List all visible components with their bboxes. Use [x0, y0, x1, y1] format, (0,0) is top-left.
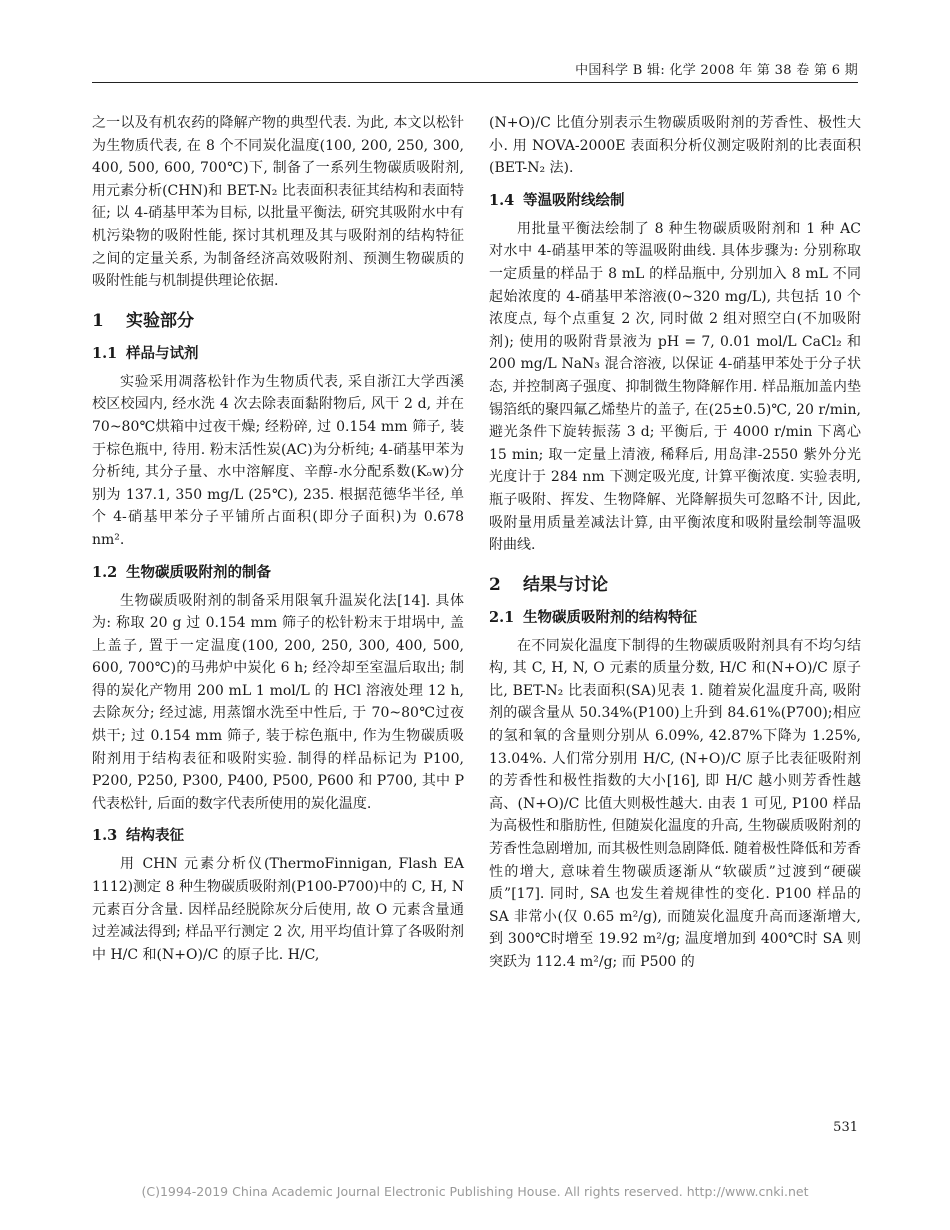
paragraph-1-2: 生物碳质吸附剂的制备采用限氧升温炭化法[14]. 具体为: 称取 20 g 过 0.154 mm 筛子的松针粉末于坩埚中, 盖上盖子, 置于一定温度(100, 200, 250, 300, 400, 500, 600, 700℃)的马弗炉中炭化 6 h; 经冷却至室温后取出; 制得的炭化产物用 200 mL 1 mol/L 的 HCl 溶液处理 12 h, 去除灰分; 经过滤, 用蒸馏水洗至中性后, 于 70~80℃过夜烘干; 过 0.154 mm 筛子, 装于棕色瓶中, 作为生物碳质吸附剂用于结构表征和吸附实验. 制得的样品标记为 P100, P200, P250, P300, P400, P500, P600 和 P700, 其中 P 代表松针, 后面的数字代表所使用的炭化温度. [92, 592, 464, 812]
section-title: 实验部分 [126, 310, 194, 331]
subsection-number: 1.2 [92, 563, 118, 581]
subsection-1-4-heading [489, 190, 861, 212]
section-number: 1 [92, 310, 104, 331]
paragraph-1-3: 用 CHN 元素分析仪(ThermoFinnigan, Flash EA 1112)测定 8 种生物碳质吸附剂(P100-P700)中的 C, H, N 元素百分含量. 因样品经脱除灰分后使用, 故 O 元素含量通过差减法得到; 样品平行测定 2 次, 用平均值计算了各吸附剂中 H/C 和(N+O)/C 的原子比. H/C, [92, 856, 464, 963]
right-column [489, 112, 861, 974]
subsection-1-1-heading [92, 343, 464, 365]
paragraph-1-3-continued: (N+O)/C 比值分别表示生物碳质吸附剂的芳香性、极性大小. 用 NOVA-2000E 表面积分析仪测定吸附剂的比表面积(BET-N₂ 法). [489, 115, 861, 177]
paragraph-2-1: 在不同炭化温度下制得的生物碳质吸附剂具有不均匀结构, 其 C, H, N, O 元素的质量分数, H/C 和(N+O)/C 原子比, BET-N₂ 比表面积(SA)见表 1. 随着炭化温度升高, 吸附剂的碳含量从 50.34%(P100)上升到 84.61%(P700);相应的氢和氧的含量则分别从 6.09%, 42.87%下降为 1.25%, 13.04%. 人们常分别用 H/C, (N+O)/C 原子比表征吸附剂的芳香性和极性指数的大小[16], 即 H/C 越小则芳香性越高、(N+O)/C 比值大则极性越大. 由表 1 可见, P100 样品为高极性和脂肪性, 但随炭化温度的升高, 生物碳质吸附剂的芳香性急剧增加, 而其极性则急剧降低. 随着极性降低和芳香性的增大, 意味着生物碳质逐渐从“软碳质”过渡到“硬碳质”[17]. 同时, SA 也发生着规律性的变化. P100 样品的 SA 非常小(仅 0.65 m²/g), 而随炭化温度升高而逐渐增大, 到 300℃时增至 19.92 m²/g; 温度增加到 400℃时 SA 则突跃为 112.4 m²/g; 而 P500 的 [489, 637, 861, 970]
section-title: 结果与讨论 [523, 574, 608, 595]
paragraph-1-4: 用批量平衡法绘制了 8 种生物碳质吸附剂和 1 种 AC 对水中 4-硝基甲苯的等温吸附曲线. 具体步骤为: 分别称取一定质量的样品于 8 mL 的样品瓶中, 分别加入 8 mL 不同起始浓度的 4-硝基甲苯溶液(0~320 mg/L), 共包括 10 个浓度点, 每个点重复 2 次, 同时做 2 组对照空白(不加吸附剂); 使用的吸附背景液为 pH = 7, 0.01 mol/L CaCl₂ 和 200 mg/L NaN₃ 混合溶液, 以保证 4-硝基甲苯处于分子状态, 并控制离子强度、抑制微生物降解作用. 样品瓶加盖内垫锡箔纸的聚四氟乙烯垫片的盖子, 在(25±0.5)℃, 20 r/min, 避光条件下旋转振荡 3 d; 平衡后, 于 4000 r/min 下离心 15 min; 取一定量上清液, 稀释后, 用岛津-2550 紫外分光光度计于 284 nm 下测定吸光度, 计算平衡浓度. 实验表明, 瓶子吸附、挥发、生物降解、光降解损失可忽略不计, 因此, 吸附量用质量差减法计算, 由平衡浓度和吸附量绘制等温吸附曲线. [489, 220, 861, 554]
subsection-number: 1.4 [489, 191, 515, 209]
left-column [92, 112, 464, 966]
running-header: 中国科学 B 辑: 化学 2008 年 第 38 卷 第 6 期 [92, 60, 858, 83]
copyright-footer: (C)1994-2019 China Academic Journal Electronic Publishing House. All rights reserved. http://www.cnki.net [141, 1184, 809, 1199]
subsection-title: 样品与试剂 [126, 344, 199, 362]
section-1-heading [92, 309, 464, 333]
subsection-1-3-heading [92, 825, 464, 847]
subsection-title: 结构表征 [126, 827, 184, 845]
subsection-title: 生物碳质吸附剂的结构特征 [523, 608, 697, 626]
paragraph-1-1: 实验采用凋落松针作为生物质代表, 采自浙江大学西溪校区校园内, 经水洗 4 次去除表面黏附物后, 风干 2 d, 并在 70~80℃烘箱中过夜干燥; 经粉碎, 过 0.154 mm 筛子, 装于棕色瓶中, 待用. 粉末活性炭(AC)为分析纯; 4-硝基甲苯为分析纯, 其分子量、水中溶解度、辛醇-水分配系数(Kₒw)分别为 137.1, 350 mg/L (25℃), 235. 根据范德华半径, 单个 4-硝基甲苯分子平铺所占面积(即分子面积)为 0.678 nm². [92, 373, 464, 548]
subsection-number: 1.3 [92, 827, 118, 845]
intro-paragraph: 之一以及有机农药的降解产物的典型代表. 为此, 本文以松针为生物质代表, 在 8 个不同炭化温度(100, 200, 250, 300, 400, 500, 600, 700℃)下, 制备了一系列生物碳质吸附剂, 用元素分析(CHN)和 BET-N₂ 比表面积表征其结构和表面特征; 以 4-硝基甲苯为目标, 以批量平衡法, 研究其吸附水中有机污染物的吸附性能, 探讨其机理及其与吸附剂的结构特征之间的定量关系, 为制备经济高效吸附剂、预测生物碳质的吸附性能与机制提供理论依据. [92, 115, 464, 290]
subsection-title: 等温吸附线绘制 [523, 191, 625, 209]
section-2-heading [489, 573, 861, 597]
subsection-number: 2.1 [489, 608, 515, 626]
subsection-1-2-heading [92, 562, 464, 584]
subsection-2-1-heading [489, 607, 861, 629]
subsection-title: 生物碳质吸附剂的制备 [126, 563, 271, 581]
page-number: 531 [833, 1120, 858, 1135]
subsection-number: 1.1 [92, 344, 118, 362]
section-number: 2 [489, 574, 501, 595]
